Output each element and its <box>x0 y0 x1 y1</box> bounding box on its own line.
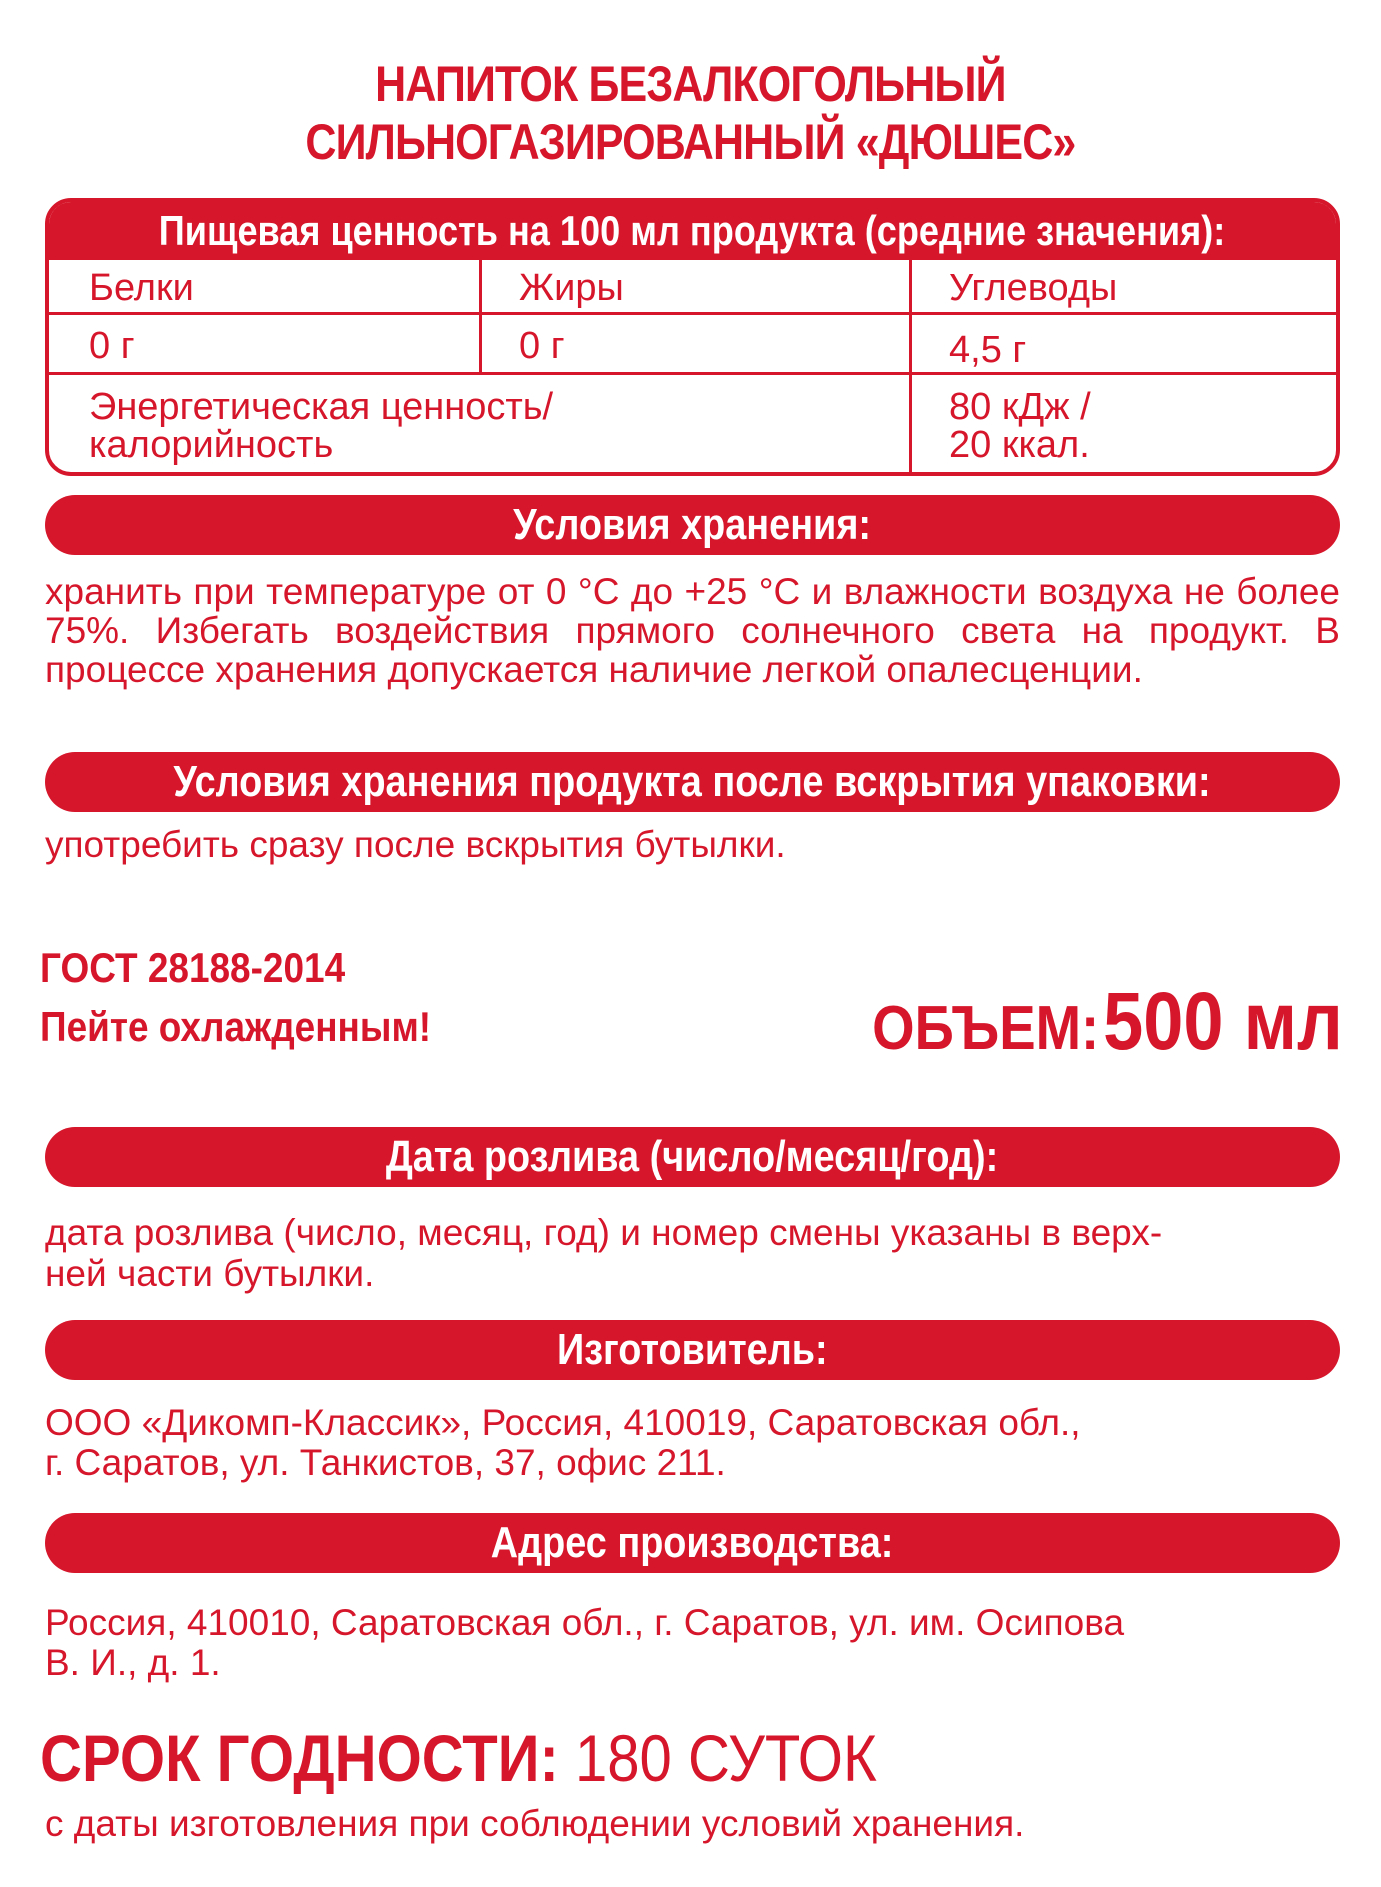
shelf-life-note: с даты изготовления при соблюдении условий хранения. <box>45 1803 1025 1844</box>
after-opening-text: употребить сразу после вскрытия бутылки. <box>45 824 786 865</box>
bottling-date-line2: ней части бутылки. <box>45 1253 375 1294</box>
nutrition-column-divider <box>479 260 482 372</box>
nutrition-header: Пищевая ценность на 100 мл продукта (средние значения): <box>49 202 1336 260</box>
product-title-line2: СИЛЬНОГАЗИРОВАННЫЙ «ДЮШЕС» <box>305 114 1076 170</box>
energy-value: 80 кДж / 20 ккал. <box>949 386 1091 466</box>
nutrition-col-carbs: Углеводы <box>949 267 1118 309</box>
manufacturer-line1: ООО «Дикомп-Классик», Россия, 410019, Саратовская обл., <box>45 1402 1081 1443</box>
production-address-heading: Адрес производства: <box>45 1513 1340 1573</box>
nutrition-value-protein: 0 г <box>89 325 135 367</box>
product-title <box>97 55 1285 171</box>
nutrition-value-fat: 0 г <box>519 325 565 367</box>
nutrition-col-fat: Жиры <box>519 267 624 309</box>
bottling-date-heading: Дата розлива (число/месяц/год): <box>45 1127 1340 1187</box>
nutrition-column-divider <box>909 260 912 476</box>
nutrition-col-protein: Белки <box>89 267 194 309</box>
storage-heading: Условия хранения: <box>45 495 1340 555</box>
energy-label: Энергетическая ценность/ калорийность <box>89 386 554 466</box>
nutrition-divider <box>49 312 1336 315</box>
production-address-line2: В. И., д. 1. <box>45 1642 221 1683</box>
production-address-line1: Россия, 410010, Саратовская обл., г. Саратов, ул. им. Осипова <box>45 1602 1125 1643</box>
shelf-life-label: СРОК ГОДНОСТИ: <box>40 1721 559 1795</box>
volume <box>872 975 1343 1069</box>
storage-text: хранить при температуре от 0 °С до +25 °С и влажности воздуха не более 75%. Избегать воздействия прямого солнечного света на продукт. В процессе хранения допускается наличие легкой опалесценции. <box>45 571 1340 690</box>
product-title-line1: НАПИТОК БЕЗАЛКОГОЛЬНЫЙ <box>375 56 1006 112</box>
nutrition-table <box>45 198 1340 476</box>
volume-label: ОБЪЕМ: <box>872 994 1100 1063</box>
gost-number: ГОСТ 28188-2014 <box>40 944 346 991</box>
nutrition-value-carbs: 4,5 г <box>949 329 1027 371</box>
manufacturer-line2: г. Саратов, ул. Танкистов, 37, офис 211. <box>45 1442 726 1483</box>
serving-hint: Пейте охлажденным! <box>40 1003 432 1050</box>
volume-value: 500 мл <box>1103 976 1343 1067</box>
manufacturer-heading: Изготовитель: <box>45 1320 1340 1380</box>
bottling-date-line1: дата розлива (число, месяц, год) и номер смены указаны в верх- <box>45 1212 1163 1253</box>
nutrition-divider <box>49 372 1336 375</box>
shelf-life <box>40 1718 877 1798</box>
shelf-life-value: 180 СУТОК <box>574 1721 877 1795</box>
after-opening-heading: Условия хранения продукта после вскрытия упаковки: <box>45 752 1340 812</box>
